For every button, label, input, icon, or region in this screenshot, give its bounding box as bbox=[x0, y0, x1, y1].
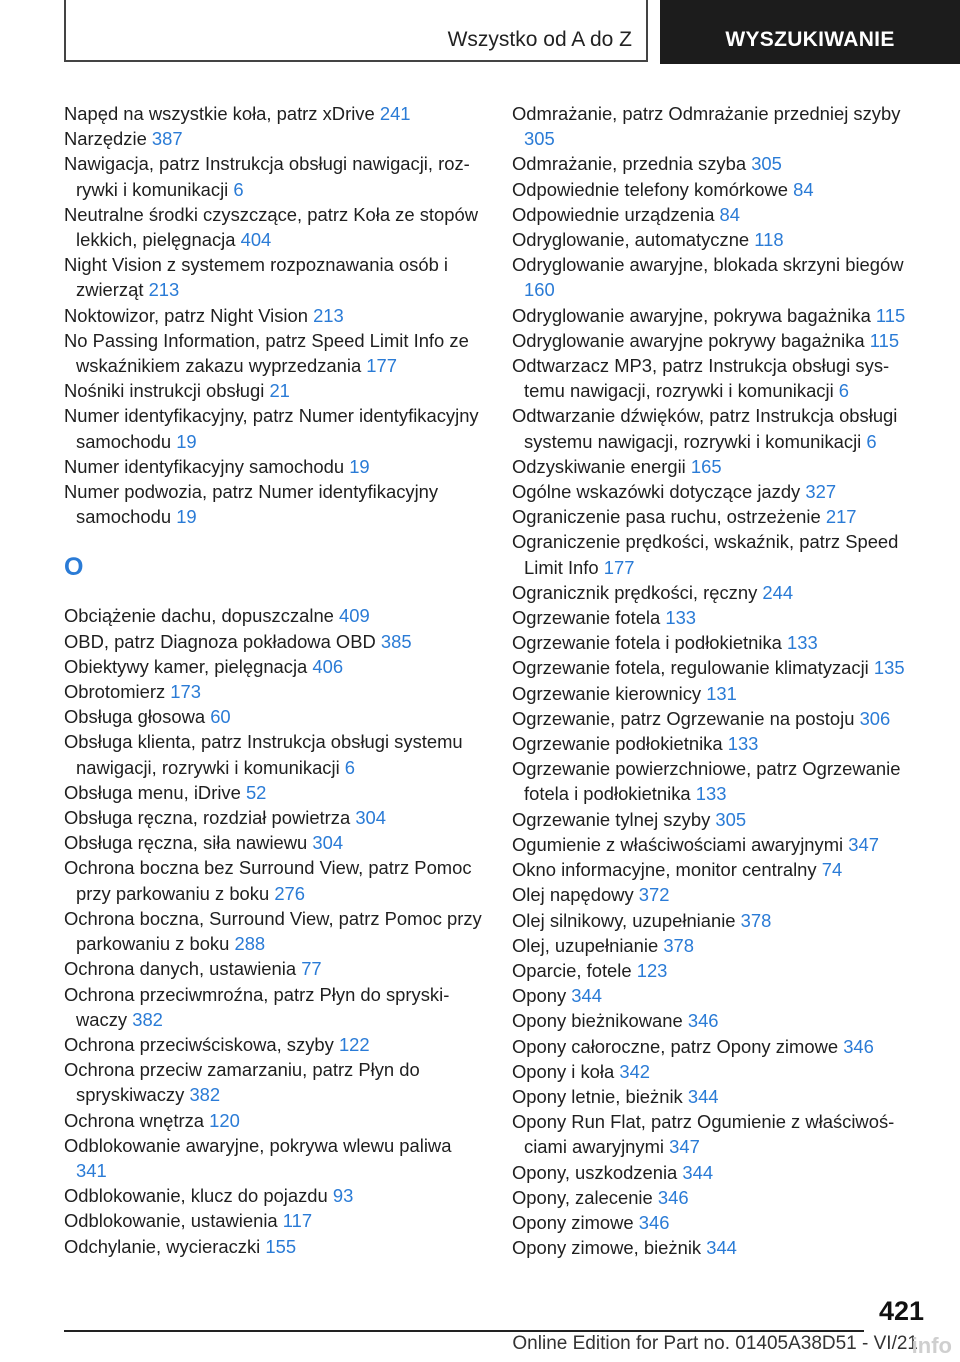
index-entry bbox=[64, 906, 482, 956]
page-number: 421 bbox=[878, 1296, 924, 1326]
index-entry-text: Napęd na wszystkie koła, patrz xDrive bbox=[64, 103, 380, 124]
index-entry-text: Obiektywy kamer, pielęgnacja bbox=[64, 655, 313, 677]
index-entry-text: Odchylanie, wycieraczki bbox=[64, 1235, 266, 1257]
page-reference-link[interactable]: 19 bbox=[176, 430, 197, 452]
index-entry bbox=[64, 1234, 482, 1259]
page-reference-link[interactable]: 344 bbox=[682, 1161, 714, 1183]
index-entry-text: Olej napędowy bbox=[512, 884, 639, 906]
index-entry bbox=[512, 706, 922, 731]
page-reference-link[interactable]: 372 bbox=[638, 884, 670, 906]
index-entry bbox=[64, 982, 482, 1032]
index-entry-text: Ogrzewanie tylnej szyby bbox=[512, 808, 716, 830]
page-reference-link[interactable]: 52 bbox=[245, 781, 267, 803]
page-reference-link[interactable]: 306 bbox=[859, 707, 891, 729]
index-entry bbox=[512, 303, 922, 328]
index-entry bbox=[512, 756, 922, 806]
index-entry bbox=[512, 403, 922, 453]
index-entry-text: Odmrażanie, przednia szyba bbox=[512, 153, 752, 175]
page-reference-link[interactable]: 404 bbox=[240, 229, 272, 251]
page-reference-link[interactable]: 346 bbox=[638, 1211, 670, 1233]
page-reference-link[interactable]: 84 bbox=[793, 178, 814, 200]
footer-watermark: info bbox=[911, 1333, 952, 1358]
index-entry bbox=[512, 857, 922, 882]
index-entry-text: Obsługa menu, iDrive bbox=[64, 781, 246, 803]
index-entry bbox=[64, 1032, 482, 1057]
index-entry bbox=[64, 479, 482, 529]
page-reference-link[interactable]: 115 bbox=[869, 329, 900, 351]
page-reference-link[interactable]: 244 bbox=[762, 581, 794, 603]
page-reference-link[interactable]: 93 bbox=[332, 1185, 354, 1207]
index-entry bbox=[512, 202, 922, 227]
index-entry-text: Opony i koła bbox=[512, 1060, 620, 1082]
page-reference-link[interactable]: 382 bbox=[189, 1084, 221, 1106]
page-reference-link[interactable]: 342 bbox=[619, 1060, 651, 1082]
index-entry bbox=[512, 580, 922, 605]
page-reference-link[interactable]: 165 bbox=[690, 455, 722, 477]
page-reference-link[interactable]: 217 bbox=[825, 506, 857, 528]
index-entry bbox=[64, 704, 482, 729]
index-list-o bbox=[64, 603, 482, 1258]
index-entry-text: Ogrzewanie fotela, regulowanie klimatyzacji bbox=[512, 657, 874, 679]
index-entry bbox=[512, 1034, 922, 1059]
tab-search[interactable] bbox=[660, 0, 960, 64]
index-entry-text: Night Vision z systemem rozpoznawania osób i zwierząt bbox=[64, 254, 449, 301]
page-reference-link[interactable]: 382 bbox=[132, 1008, 163, 1030]
page-reference-link[interactable]: 344 bbox=[571, 985, 602, 1007]
index-entry-text: Obrotomierz bbox=[64, 681, 171, 703]
index-entry bbox=[512, 1084, 922, 1109]
index-entry-text: Odtwarzacz MP3, patrz Instrukcja obsługi systemu nawigacji, rozrywki i komunikacji bbox=[512, 355, 890, 402]
page-reference-link[interactable]: 131 bbox=[706, 682, 737, 704]
index-entry bbox=[64, 303, 482, 328]
index-entry-text: Oparcie, fotele bbox=[512, 959, 637, 981]
page-reference-link[interactable]: 387 bbox=[151, 128, 183, 150]
index-entry bbox=[512, 807, 922, 832]
index-entry bbox=[64, 805, 482, 830]
index-list-o-continued bbox=[512, 101, 922, 1260]
index-entry-text: Ochrona wnętrza bbox=[64, 1109, 210, 1131]
index-entry-text: Ochrona boczna, Surround View, patrz Pomoc przy parkowaniu z boku bbox=[64, 907, 482, 955]
page-reference-link[interactable]: 346 bbox=[687, 1010, 719, 1032]
page-reference-link[interactable]: 173 bbox=[170, 681, 201, 703]
page-reference-link[interactable]: 304 bbox=[355, 807, 387, 829]
index-entry-text: Ochrona danych, ustawienia bbox=[64, 958, 302, 980]
index-entry-text: Odblokowanie, ustawienia bbox=[64, 1210, 283, 1232]
index-entry-text: Opony Run Flat, patrz Ogumienie z właściwościami awaryjnymi bbox=[512, 1111, 895, 1158]
index-entry bbox=[64, 780, 482, 805]
page-reference-link[interactable]: 409 bbox=[339, 605, 370, 627]
index-entry-text: Nawigacja, patrz Instrukcja obsługi nawigacji, rozrywki i komunikacji bbox=[64, 153, 470, 200]
index-entry bbox=[512, 1235, 922, 1260]
index-entry-text: Ogrzewanie, patrz Ogrzewanie na postoju bbox=[512, 707, 860, 729]
index-entry-text: Odzyskiwanie energii bbox=[512, 455, 691, 477]
page-reference-link[interactable]: 378 bbox=[663, 934, 694, 956]
index-column-left bbox=[64, 101, 482, 1259]
index-entry-text: Okno informacyjne, monitor centralny bbox=[512, 859, 822, 881]
index-entry bbox=[512, 504, 922, 529]
page-reference-link[interactable]: 21 bbox=[269, 380, 290, 402]
page-reference-link[interactable]: 6 bbox=[866, 430, 877, 452]
page-reference-link[interactable]: 133 bbox=[665, 607, 697, 629]
index-entry-text: Odtwarzanie dźwięków, patrz Instrukcja obsługi systemu nawigacji, rozrywki i komunikacji bbox=[512, 405, 898, 452]
index-entry bbox=[512, 252, 922, 302]
index-entry bbox=[512, 529, 922, 579]
index-entry bbox=[512, 1210, 922, 1235]
index-entry-text: Ograniczenie prędkości, wskaźnik, patrz Speed Limit Info bbox=[512, 531, 899, 578]
index-entry bbox=[64, 629, 482, 654]
index-entry bbox=[512, 101, 922, 151]
page-reference-link[interactable]: 378 bbox=[740, 909, 772, 931]
index-entry-text: Neutralne środki czyszczące, patrz Koła ze stopów lekkich, pielęgnacja bbox=[64, 203, 478, 251]
index-entry-text: Odryglowanie awaryjne, pokrywa bagażnika bbox=[512, 304, 876, 326]
index-entry-text: Ochrona przeciwściskowa, szyby bbox=[64, 1033, 339, 1055]
page-reference-link[interactable]: 305 bbox=[715, 808, 747, 830]
index-entry-text: Odpowiednie telefony komórkowe bbox=[512, 178, 794, 200]
page-reference-link[interactable]: 385 bbox=[380, 630, 412, 652]
index-entry bbox=[512, 983, 922, 1008]
index-entry bbox=[512, 454, 922, 479]
page-reference-link[interactable]: 133 bbox=[787, 632, 818, 654]
page-reference-link[interactable]: 74 bbox=[821, 859, 843, 881]
index-entry-text: Obciążenie dachu, dopuszczalne bbox=[64, 605, 340, 627]
index-entry-text: Ogranicznik prędkości, ręczny bbox=[512, 581, 763, 603]
page-reference-link[interactable]: 177 bbox=[366, 355, 397, 377]
index-entry bbox=[64, 328, 482, 378]
index-column-right bbox=[512, 101, 922, 1260]
index-entry-text: Numer identyfikacyjny, patrz Numer identyfikacyjny samochodu bbox=[64, 405, 479, 452]
index-entry bbox=[512, 177, 922, 202]
index-entry bbox=[512, 933, 922, 958]
index-entry-text: Opony, uszkodzenia bbox=[512, 1161, 683, 1183]
index-entry-text: Obsługa klienta, patrz Instrukcja obsługi systemu nawigacji, rozrywki i komunikacji bbox=[64, 731, 463, 778]
index-entry bbox=[64, 830, 482, 855]
index-entry bbox=[64, 378, 482, 403]
index-entry bbox=[512, 681, 922, 706]
index-list-n bbox=[64, 101, 482, 529]
index-entry-text: Ogrzewanie kierownicy bbox=[512, 682, 707, 704]
index-entry bbox=[64, 1183, 482, 1208]
page-reference-link[interactable]: 6 bbox=[233, 178, 244, 200]
page-reference-link[interactable]: 213 bbox=[148, 279, 180, 301]
page-reference-link[interactable]: 341 bbox=[76, 1159, 107, 1181]
index-entry bbox=[64, 729, 482, 779]
index-entry bbox=[512, 630, 922, 655]
index-entry bbox=[512, 1059, 922, 1084]
index-entry-text: Odpowiednie urządzenia bbox=[512, 203, 720, 225]
index-entry-text: Opony letnie, bieżnik bbox=[512, 1085, 688, 1107]
index-entry bbox=[512, 908, 922, 933]
index-entry bbox=[512, 655, 922, 680]
page-reference-link[interactable]: 160 bbox=[524, 279, 555, 301]
index-entry bbox=[64, 855, 482, 905]
index-entry bbox=[64, 403, 482, 453]
page-reference-link[interactable]: 135 bbox=[873, 657, 905, 679]
tab-a-to-z-label: Wszystko od A do Z bbox=[447, 28, 632, 51]
index-entry-text: Obsługa ręczna, rozdział powietrza bbox=[64, 807, 356, 829]
index-entry bbox=[64, 654, 482, 679]
index-entry-text: Obsługa głosowa bbox=[64, 706, 211, 728]
index-entry-text: Opony zimowe bbox=[512, 1211, 639, 1233]
index-entry bbox=[512, 1160, 922, 1185]
index-entry bbox=[512, 605, 922, 630]
index-entry bbox=[64, 101, 482, 126]
page-reference-link[interactable]: 60 bbox=[210, 706, 231, 728]
index-entry-text: Ogrzewanie fotela i podłokietnika bbox=[512, 632, 787, 654]
index-entry-text: Obsługa ręczna, siła nawiewu bbox=[64, 832, 313, 854]
page-reference-link[interactable]: 123 bbox=[636, 959, 668, 981]
index-entry-text: Odryglowanie awaryjne, blokada skrzyni biegów bbox=[512, 254, 904, 276]
index-entry-text: Numer podwozia, patrz Numer identyfikacyjny samochodu bbox=[64, 481, 439, 528]
page-reference-link[interactable]: 122 bbox=[338, 1033, 370, 1055]
index-entry bbox=[64, 603, 482, 628]
page-reference-link[interactable]: 6 bbox=[344, 756, 356, 778]
tab-search-label: WYSZUKIWANIE bbox=[725, 28, 895, 51]
index-entry bbox=[64, 454, 482, 479]
index-entry-text: Ogólne wskazówki dotyczące jazdy bbox=[512, 481, 806, 503]
index-entry-text: Noktowizor, patrz Night Vision bbox=[64, 304, 314, 326]
page-reference-link[interactable]: 213 bbox=[313, 304, 344, 326]
page-reference-link[interactable]: 344 bbox=[706, 1237, 737, 1259]
page-reference-link[interactable]: 120 bbox=[209, 1109, 240, 1131]
index-entry-text: Ogumienie z właściwościami awaryjnymi bbox=[512, 833, 849, 855]
index-entry-text: Opony bieżnikowane bbox=[512, 1010, 688, 1032]
index-entry-text: Ogrzewanie powierzchniowe, patrz Ogrzewanie fotela i podłokietnika bbox=[512, 758, 901, 805]
index-entry-text: Opony zimowe, bieżnik bbox=[512, 1237, 707, 1259]
index-entry bbox=[512, 1109, 922, 1159]
page-reference-link[interactable]: 77 bbox=[301, 958, 322, 980]
page-reference-link[interactable]: 288 bbox=[234, 933, 266, 955]
page-reference-link[interactable]: 177 bbox=[603, 556, 635, 578]
index-entry-text: Odryglowanie, automatyczne bbox=[512, 229, 755, 251]
page-reference-link[interactable]: 241 bbox=[379, 103, 411, 124]
index-entry bbox=[64, 679, 482, 704]
index-entry-text: Olej, uzupełnianie bbox=[512, 934, 664, 956]
page-reference-link[interactable]: 115 bbox=[875, 304, 906, 326]
page-reference-link[interactable]: 406 bbox=[312, 655, 344, 677]
index-entry-text: Odblokowanie awaryjne, pokrywa wlewu paliwa bbox=[64, 1134, 452, 1156]
index-entry-text: Nośniki instrukcji obsługi bbox=[64, 380, 270, 402]
index-entry bbox=[64, 151, 482, 201]
index-entry bbox=[512, 882, 922, 907]
index-entry-text: Odblokowanie, klucz do pojazdu bbox=[64, 1185, 333, 1207]
index-entry-text: Ochrona przeciwmroźna, patrz Płyn do spryskiwaczy bbox=[64, 983, 450, 1030]
index-entry bbox=[512, 958, 922, 983]
page-reference-link[interactable]: 305 bbox=[524, 128, 555, 150]
page-reference-link[interactable]: 276 bbox=[274, 882, 305, 904]
index-entry bbox=[512, 353, 922, 403]
footer-divider bbox=[64, 1330, 864, 1332]
index-entry-text: Narzędzie bbox=[64, 128, 152, 150]
index-entry bbox=[512, 328, 922, 353]
index-entry bbox=[64, 956, 482, 981]
page-reference-link[interactable]: 304 bbox=[312, 832, 344, 854]
page-reference-link[interactable]: 84 bbox=[719, 203, 741, 225]
index-entry-text: Ogrzewanie fotela bbox=[512, 607, 666, 629]
page-reference-link[interactable]: 155 bbox=[265, 1235, 297, 1257]
page-reference-link[interactable]: 118 bbox=[754, 229, 784, 251]
index-entry bbox=[512, 1008, 922, 1033]
index-entry bbox=[512, 1185, 922, 1210]
index-entry bbox=[64, 1133, 482, 1183]
index-entry bbox=[64, 252, 482, 302]
index-entry bbox=[512, 227, 922, 252]
index-entry-text: Ochrona przeciw zamarzaniu, patrz Płyn do spryskiwaczy bbox=[64, 1059, 420, 1106]
index-entry bbox=[512, 151, 922, 176]
index-entry bbox=[64, 1108, 482, 1133]
index-entry-text: Odryglowanie awaryjne pokrywy bagażnika bbox=[512, 329, 870, 351]
index-entry-text: Ogrzewanie podłokietnika bbox=[512, 733, 728, 755]
page-reference-link[interactable]: 305 bbox=[751, 153, 782, 175]
index-entry bbox=[64, 202, 482, 252]
page-reference-link[interactable]: 346 bbox=[843, 1035, 874, 1057]
index-entry-text: OBD, patrz Diagnoza pokładowa OBD bbox=[64, 630, 381, 652]
section-letter-o: O bbox=[64, 553, 84, 582]
index-entry bbox=[512, 832, 922, 857]
index-entry-text: Olej silnikowy, uzupełnianie bbox=[512, 909, 741, 931]
tab-a-to-z[interactable] bbox=[64, 0, 648, 62]
page-header bbox=[64, 0, 960, 64]
index-entry-text: Odmrażanie, patrz Odmrażanie przedniej szyby bbox=[512, 103, 901, 124]
index-entry-text: Numer identyfikacyjny samochodu bbox=[64, 455, 350, 477]
index-entry bbox=[64, 126, 482, 151]
index-entry bbox=[64, 1057, 482, 1107]
page-reference-link[interactable]: 19 bbox=[176, 506, 197, 528]
index-entry-text: Opony całoroczne, patrz Opony zimowe bbox=[512, 1035, 844, 1057]
page-reference-link[interactable]: 19 bbox=[349, 455, 370, 477]
page-reference-link[interactable]: 347 bbox=[669, 1136, 700, 1158]
page-reference-link[interactable]: 347 bbox=[848, 833, 879, 855]
index-entry-text: Ograniczenie pasa ruchu, ostrzeżenie bbox=[512, 506, 826, 528]
page-reference-link[interactable]: 133 bbox=[727, 733, 759, 755]
index-entry-text: Ochrona boczna bez Surround View, patrz Pomoc przy parkowaniu z boku bbox=[64, 857, 472, 904]
page-reference-link[interactable]: 117 bbox=[282, 1210, 313, 1232]
index-entry bbox=[64, 1208, 482, 1233]
footer-edition: Online Edition for Part no. 01405A38D51 - VI/21 bbox=[512, 1333, 918, 1354]
index-entry bbox=[512, 479, 922, 504]
page-reference-link[interactable]: 346 bbox=[657, 1186, 689, 1208]
page-reference-link[interactable]: 344 bbox=[687, 1085, 719, 1107]
index-entry-text: Opony, zalecenie bbox=[512, 1186, 658, 1208]
index-entry-text: Opony bbox=[512, 985, 572, 1007]
page-reference-link[interactable]: 6 bbox=[838, 380, 850, 402]
page-reference-link[interactable]: 327 bbox=[805, 481, 837, 503]
index-entry-text: No Passing Information, patrz Speed Limit Info ze wskaźnikiem zakazu wyprzedzania bbox=[64, 329, 469, 377]
page-reference-link[interactable]: 133 bbox=[695, 783, 727, 805]
index-entry bbox=[512, 731, 922, 756]
